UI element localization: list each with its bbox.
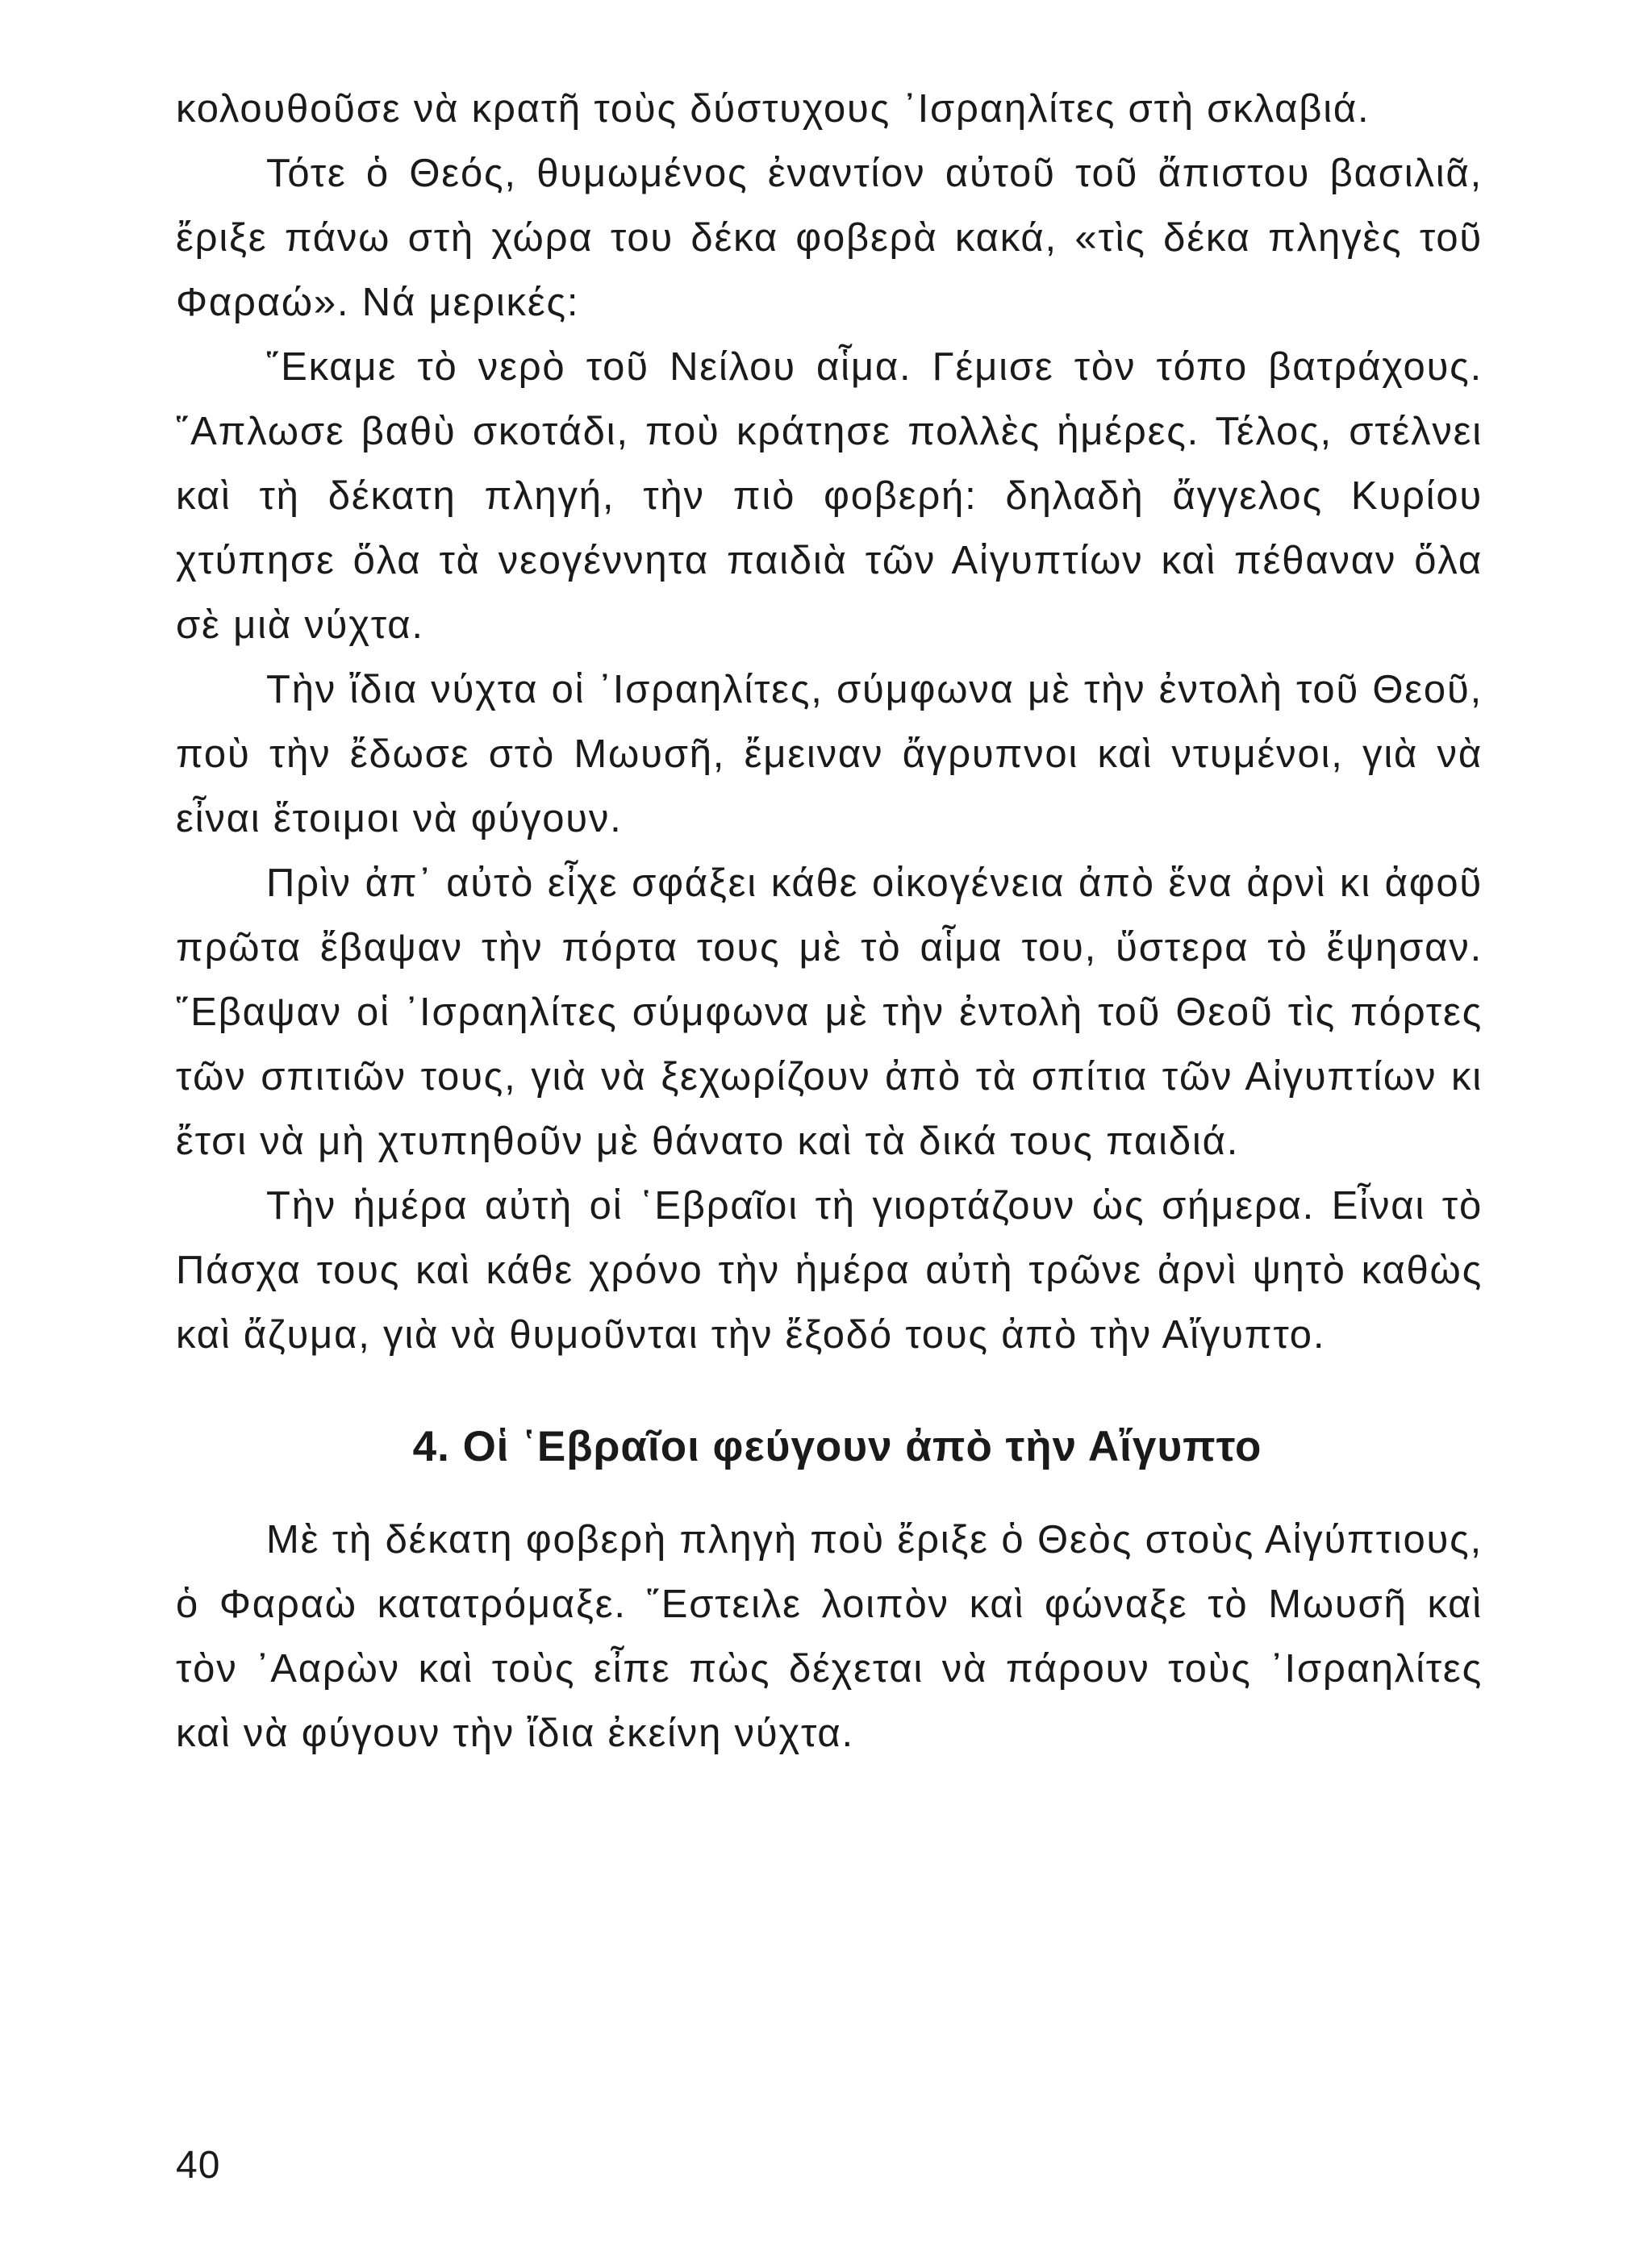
paragraph-4: Τὴν ἴδια νύχτα οἱ ᾿Ισραηλίτες, σύμφωνα μὲ τὴν ἐντολὴ τοῦ Θεοῦ, ποὺ τὴν ἔδωσε στὸ Μωυσῆ, ἔμειναν ἄγρυπνοι καὶ ντυμένοι, γιὰ νὰ εἶναι ἕτοιμοι νὰ φύγουν. xyxy=(176,668,1483,840)
paragraph-6-passover: Τὴν ἡμέρα αὐτὴ οἱ ῾Εβραῖοι τὴ γιορτάζουν ὡς σήμερα. Εἶναι τὸ Πάσχα τους καὶ κάθε χρόνο τὴν ἡμέρα αὐτὴ τρῶνε ἀρνὶ ψητὸ καθὼς καὶ ἄζυμα, γιὰ νὰ θυμοῦνται τὴν ἔξοδό τους ἀπὸ τὴν Αἴγυπτο. xyxy=(176,1184,1483,1357)
page-number: 40 xyxy=(176,2144,221,2187)
paragraph-7: Μὲ τὴ δέκατη φοβερὴ πληγὴ ποὺ ἔριξε ὁ Θεὸς στοὺς Αἰγύπτιους, ὁ Φαραὼ κατατρόμαξε. ῞Εστειλε λοιπὸν καὶ φώναξε τὸ Μωυσῆ καὶ τὸν ᾿Ααρὼν καὶ τοὺς εἶπε πὼς δέχεται νὰ πάρουν τοὺς ᾿Ισραηλίτες καὶ νὰ φύγουν τὴν ἴδια ἐκείνη νύχτα. xyxy=(176,1518,1483,1755)
paragraph-1: κολουθοῦσε νὰ κρατῆ τοὺς δύστυχους ᾿Ισραηλίτες στὴ σκλαβιά. xyxy=(176,87,1370,131)
paragraph-2: Τότε ὁ Θεός, θυμωμένος ἐναντίον αὐτοῦ τοῦ ἄπιστου βασιλιᾶ, ἔριξε πάνω στὴ χώρα του δέκα φοβερὰ κακά, «τὶς δέκα πληγὲς τοῦ Φαραώ». Νά μερικές: xyxy=(176,152,1483,324)
paragraph-3-plagues: ῞Εκαμε τὸ νερὸ τοῦ Νείλου αἷμα. Γέμισε τὸν τόπο βατράχους. ῞Απλωσε βαθὺ σκοτάδι, ποὺ κράτησε πολλὲς ἡμέρες. Τέλος, στέλνει καὶ τὴ δέκατη πληγή, τὴν πιὸ φοβερή: δηλαδὴ ἄγγελος Κυρίου χτύπησε ὅλα τὰ νεογέννητα παιδιὰ τῶν Αἰγυπτίων καὶ πέθαναν ὅλα σὲ μιὰ νύχτα. xyxy=(176,345,1483,647)
paragraph-5: Πρὶν ἀπ᾿ αὐτὸ εἶχε σφάξει κάθε οἰκογένεια ἀπὸ ἕνα ἀρνὶ κι ἀφοῦ πρῶτα ἔβαψαν τὴν πόρτα τους μὲ τὸ αἷμα του, ὕστερα τὸ ἔψησαν. ῞Εβαψαν οἱ ᾿Ισραηλίτες σύμφωνα μὲ τὴν ἐντολὴ τοῦ Θεοῦ τὶς πόρτες τῶν σπιτιῶν τους, γιὰ νὰ ξεχωρίζουν ἀπὸ τὰ σπίτια τῶν Αἰγυπτίων κι ἔτσι νὰ μὴ χτυπηθοῦν μὲ θάνατο καὶ τὰ δικά τους παιδιά. xyxy=(176,861,1483,1163)
section-heading: 4. Οἱ ῾Εβραῖοι φεύγουν ἀπὸ τὴν Αἴγυπτο xyxy=(412,1423,1262,1470)
page-body xyxy=(176,77,1483,1766)
